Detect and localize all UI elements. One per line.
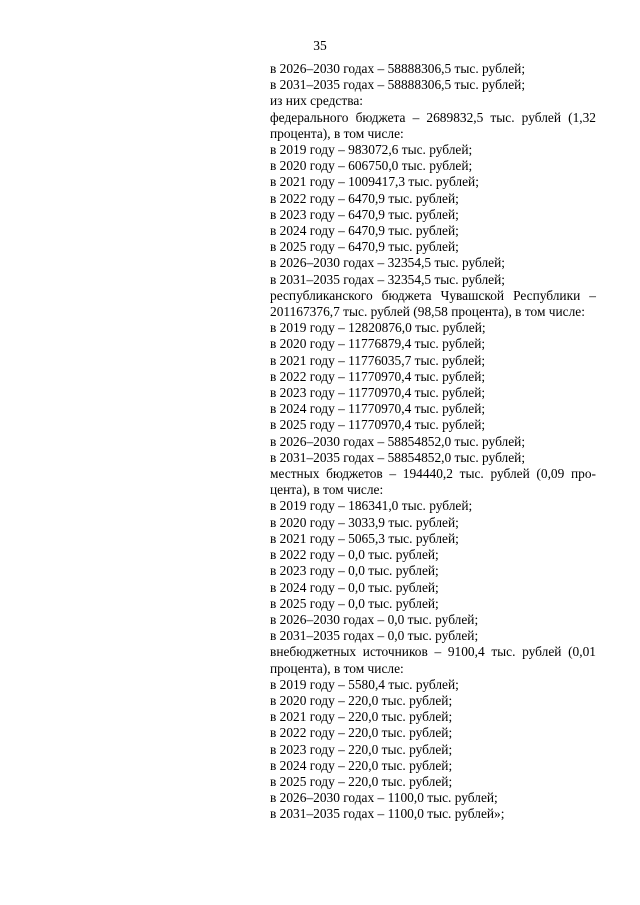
text-line: в 2022 году – 11770970,4 тыс. рублей; <box>270 368 486 384</box>
text-line: в 2022 году – 220,0 тыс. рублей; <box>270 725 453 741</box>
text-line: в 2022 году – 0,0 тыс. рублей; <box>270 547 439 563</box>
text-line: в 2025 году – 6470,9 тыс. рублей; <box>270 239 459 255</box>
text-line: в 2019 году – 5580,4 тыс. рублей; <box>270 676 459 692</box>
text-line: в 2031–2035 годах – 58888306,5 тыс. рублей; <box>270 77 526 93</box>
text-line: в 2021 году – 11776035,7 тыс. рублей; <box>270 352 486 368</box>
paragraph-local-budgets: местных бюджетов – 194440,2 тыс. рублей (0,09 процента), в том числе: <box>270 466 596 498</box>
text-line: в 2023 году – 0,0 тыс. рублей; <box>270 563 439 579</box>
text-line: в 2025 году – 0,0 тыс. рублей; <box>270 595 439 611</box>
text-line: в 2031–2035 годах – 58854852,0 тыс. рублей; <box>270 449 526 465</box>
text-line: в 2024 году – 6470,9 тыс. рублей; <box>270 223 459 239</box>
text-line: в 2021 году – 220,0 тыс. рублей; <box>270 709 453 725</box>
text-line: в 2025 году – 220,0 тыс. рублей; <box>270 773 453 789</box>
text-line: в 2026–2030 годах – 58854852,0 тыс. рублей; <box>270 433 526 449</box>
text-line: в 2022 году – 6470,9 тыс. рублей; <box>270 190 459 206</box>
text-line: в 2026–2030 годах – 0,0 тыс. рублей; <box>270 611 479 627</box>
page-number: 35 <box>313 38 327 53</box>
text-line: в 2031–2035 годах – 0,0 тыс. рублей; <box>270 628 479 644</box>
text-line: в 2023 году – 220,0 тыс. рублей; <box>270 741 453 757</box>
text-line: в 2031–2035 годах – 32354,5 тыс. рублей; <box>270 271 505 287</box>
text-line: в 2025 году – 11770970,4 тыс. рублей; <box>270 417 486 433</box>
paragraph-extrabudgetary-sources: внебюджетных источников – 9100,4 тыс. рублей (0,01 процента), в том числе: <box>270 644 596 676</box>
text-line: в 2020 году – 3033,9 тыс. рублей; <box>270 514 459 530</box>
text-line: в 2020 году – 11776879,4 тыс. рублей; <box>270 336 486 352</box>
text-line: в 2021 году – 5065,3 тыс. рублей; <box>270 530 459 546</box>
text-line: в 2024 году – 0,0 тыс. рублей; <box>270 579 439 595</box>
text-line: в 2024 году – 220,0 тыс. рублей; <box>270 757 453 773</box>
text-line: в 2019 году – 983072,6 тыс. рублей; <box>270 142 473 158</box>
text-line: в 2019 году – 12820876,0 тыс. рублей; <box>270 320 486 336</box>
text-line: в 2020 году – 220,0 тыс. рублей; <box>270 692 453 708</box>
text-line: в 2026–2030 годах – 1100,0 тыс. рублей; <box>270 790 498 806</box>
text-line: в 2023 году – 6470,9 тыс. рублей; <box>270 206 459 222</box>
text-line: в 2020 году – 606750,0 тыс. рублей; <box>270 158 473 174</box>
text-line: в 2021 году – 1009417,3 тыс. рублей; <box>270 174 479 190</box>
text-line: в 2026–2030 годах – 58888306,5 тыс. рублей; <box>270 61 526 76</box>
text-line: в 2031–2035 годах – 1100,0 тыс. рублей»; <box>270 806 505 822</box>
document-body <box>270 61 596 823</box>
text-line: в 2019 году – 186341,0 тыс. рублей; <box>270 498 473 514</box>
text-line: в 2023 году – 11770970,4 тыс. рублей; <box>270 385 486 401</box>
paragraph-federal-budget: федерального бюджета – 2689832,5 тыс. рублей (1,32 процента), в том числе: <box>270 109 596 141</box>
text-line: из них средства: <box>270 93 364 109</box>
text-line: в 2026–2030 годах – 32354,5 тыс. рублей; <box>270 255 505 271</box>
text-line: в 2024 году – 11770970,4 тыс. рублей; <box>270 401 486 417</box>
paragraph-republican-budget: республиканского бюджета Чувашской Республики – 201167376,7 тыс. рублей (98,58 процента), в том числе: <box>270 287 596 320</box>
